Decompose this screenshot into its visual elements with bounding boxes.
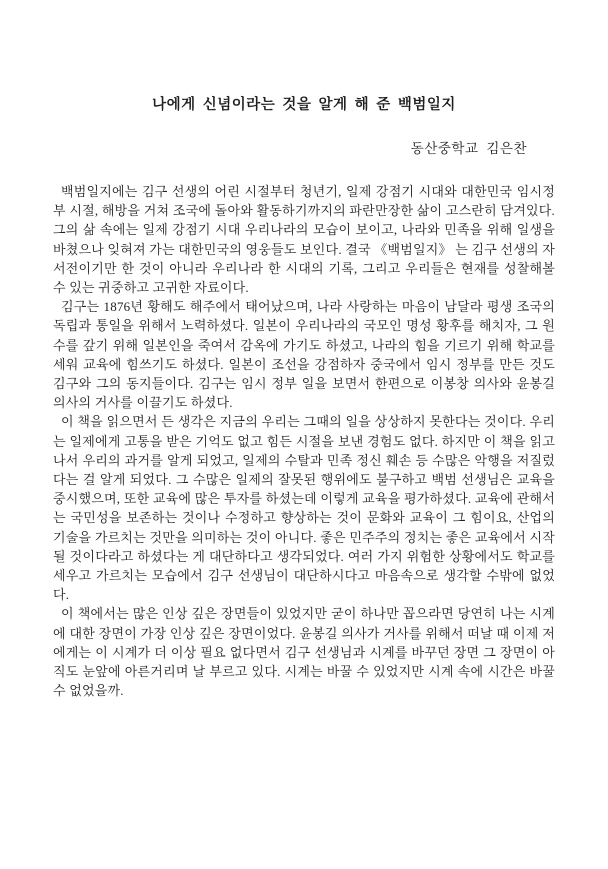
paragraph: 김구는 1876년 황해도 해주에서 태어났으며, 나라 사랑하는 마음이 남달라 평생 조국의 독립과 통일을 위해서 노력하셨다. 일본이 우리나라의 국모인 명성 황후를 해치자, 그 원수를 갚기 위해 일본인을 죽여서 감옥에 가기도 하셨고, 나라의 힘을 기르기 위해 학교를 세워 교육에 힘쓰기도 하셨다. 일본이 조선을 강점하자 중국에서 임시 정부를 만든 것도 김구와 그의 동지들이다. 김구는 임시 정부 일을 보면서 한편으로 이봉창 의사와 윤봉길 의사의 거사를 이끌기도 하셨다. (53, 299, 555, 411)
paragraph: 백범일지에는 김구 선생의 어린 시절부터 청년기, 일제 강점기 시대와 대한민국 임시정부 시절, 해방을 거쳐 조국에 돌아와 활동하기까지의 파란만장한 삶이 고스란히 담겨있다. 그의 삶 속에는 일제 강점기 시대 우리나라의 모습이 보이고, 나라와 민족을 위해 일생을 바쳤으나 잊혀져 가는 대한민국의 영웅들도 보인다. 결국 《백범일지》 는 김구 선생의 자서전이기만 한 것이 아니라 우리나라 한 시대의 기록, 그리고 우리들은 현재를 성찰해볼 수 있는 귀중하고 고귀한 자료이다. (53, 184, 555, 296)
paragraph: 이 책에서는 많은 인상 깊은 장면들이 있었지만 굳이 하나만 꼽으라면 당연히 나는 시계에 대한 장면이 가장 인상 깊은 장면이었다. 윤봉길 의사가 거사를 위해서 떠날 때 이제 저에게는 이 시계가 더 이상 필요 없다면서 김구 선생님과 시계를 바꾸던 장면 그 장면이 아직도 눈앞에 아른거리며 날 부르고 있다. 시계는 바꿀 수 있었지만 시계 속에 시간은 바꿀 수 없었을까. (53, 606, 555, 699)
author-line: 동산중학교 김은찬 (410, 141, 527, 156)
paragraph: 이 책을 읽으면서 든 생각은 지금의 우리는 그때의 일을 상상하지 못한다는 것이다. 우리는 일제에게 고통을 받은 기억도 없고 힘든 시절을 보낸 경험도 없다. 하지만 이 책을 읽고 나서 우리의 과거를 알게 되었고, 일제의 수탈과 민족 정신 훼손 등 수많은 악행을 저질렀다는 걸 알게 되었다. 그 수많은 일제의 잘못된 행위에도 불구하고 백범 선생님은 교육을 중시했으며, 또한 교육에 많은 투자를 하셨는데 이렇게 교육을 평가하셨다. 교육에 관해서는 국민성을 보존하는 것이나 수정하고 향상하는 것이 문화와 교육이 그 힘이요, 산업의 기술을 가르치는 것만을 의미하는 것이 아니다. 좋은 민주주의 정치는 좋은 교육에서 시작될 것이다라고 하셨다는 게 대단하다고 생각되었다. 여러 가지 위험한 상황에서도 학교를 세우고 가르치는 모습에서 김구 선생님이 대단하시다고 마음속으로 생각할 수밖에 없었다. (53, 414, 555, 603)
document-title: 나에게 신념이라는 것을 알게 해 준 백범일지 (152, 97, 456, 113)
document-body (53, 182, 555, 700)
